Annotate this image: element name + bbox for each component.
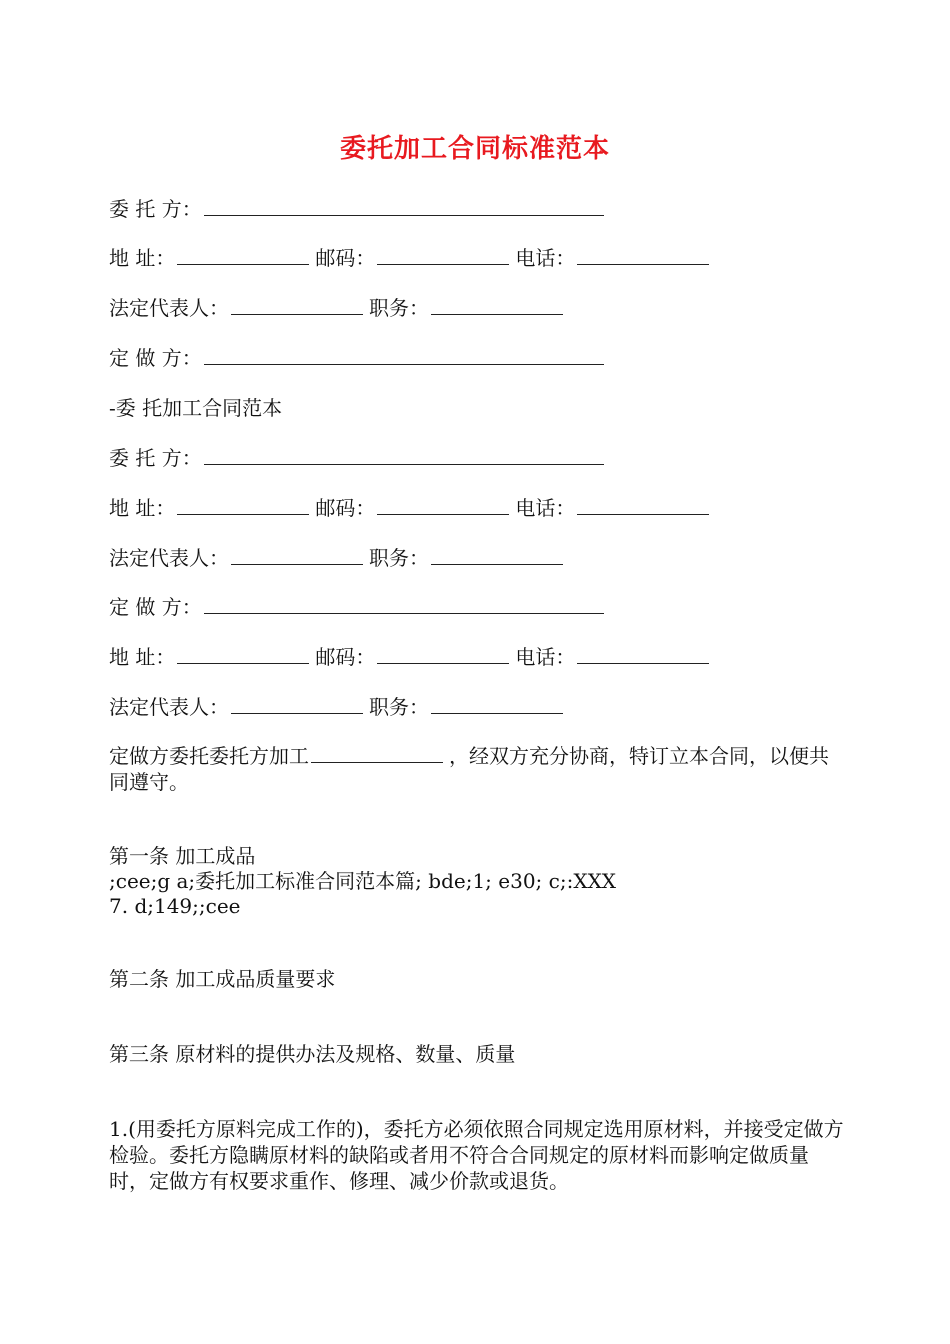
document-title: 委托加工合同标准范本: [339, 134, 610, 164]
party1-label: 委 托 方：: [109, 197, 202, 221]
legal-rep-label: 法定代表人：: [109, 296, 229, 320]
postcode-label: 邮码：: [315, 645, 376, 669]
code-line-2: 7. d;149;;cee: [109, 894, 241, 918]
party2-row-2: [109, 594, 610, 620]
intro-part2: ，经双方充分协商，特订立本合同，以便共同遵守。: [109, 744, 829, 794]
legal-rep-label: 法定代表人：: [109, 546, 229, 570]
position-label: 职务：: [369, 695, 429, 719]
legal-rep-blank: [231, 695, 363, 714]
address-blank: [177, 246, 309, 265]
product-blank: [311, 744, 443, 763]
legal-rep-row-2: [109, 545, 569, 571]
party1-row: [109, 196, 610, 222]
postcode-label: 邮码：: [315, 496, 376, 520]
party2-blank: [204, 346, 604, 365]
party1-label: 委 托 方：: [109, 446, 202, 470]
article-2: 第二条 加工成品质量要求: [109, 967, 336, 991]
address-row-3: [109, 644, 715, 670]
phone-blank: [577, 496, 709, 515]
position-blank: [431, 296, 563, 315]
postcode-blank: [377, 496, 509, 515]
legal-rep-blank: [231, 546, 363, 565]
address-label: 地 址：: [109, 645, 176, 669]
intro-part1: 定做方委托委托方加工: [109, 744, 309, 768]
position-label: 职务：: [369, 296, 429, 320]
address-row: [109, 245, 715, 271]
position-blank: [431, 546, 563, 565]
legal-rep-label: 法定代表人：: [109, 695, 229, 719]
intro-paragraph: [109, 743, 844, 795]
article-3: 第三条 原材料的提供办法及规格、数量、质量: [109, 1042, 516, 1066]
phone-label: 电话：: [515, 645, 576, 669]
article-1: 第一条 加工成品: [109, 844, 256, 868]
phone-label: 电话：: [515, 246, 576, 270]
postcode-blank: [377, 246, 509, 265]
code-line-1: ;cee;g a;委托加工标准合同范本篇; bde;1; e30; c;:XXX: [109, 869, 617, 893]
clause-1: 1.(用委托方原料完成工作的)，委托方必须依照合同规定选用原材料，并接受定做方检验。委托方隐瞒原材料的缺陷或者用不符合合同规定的原材料而影响定做质量时，定做方有权要求重作、修理、减少价款或退货。: [109, 1117, 844, 1193]
address-row-2: [109, 495, 715, 521]
party1-blank: [204, 446, 604, 465]
position-blank: [431, 695, 563, 714]
address-label: 地 址：: [109, 246, 176, 270]
address-blank: [177, 496, 309, 515]
address-blank: [177, 645, 309, 664]
legal-rep-blank: [231, 296, 363, 315]
subtitle: -委 托加工合同范本: [109, 396, 283, 420]
party1-row-2: [109, 445, 610, 471]
party2-row: [109, 345, 610, 371]
position-label: 职务：: [369, 546, 429, 570]
party2-label: 定 做 方：: [109, 346, 202, 370]
phone-blank: [577, 645, 709, 664]
legal-rep-row-3: [109, 694, 569, 720]
postcode-blank: [377, 645, 509, 664]
postcode-label: 邮码：: [315, 246, 376, 270]
phone-blank: [577, 246, 709, 265]
party2-label: 定 做 方：: [109, 595, 202, 619]
address-label: 地 址：: [109, 496, 176, 520]
legal-rep-row: [109, 295, 569, 321]
party1-blank: [204, 197, 604, 216]
phone-label: 电话：: [515, 496, 576, 520]
party2-blank: [204, 595, 604, 614]
